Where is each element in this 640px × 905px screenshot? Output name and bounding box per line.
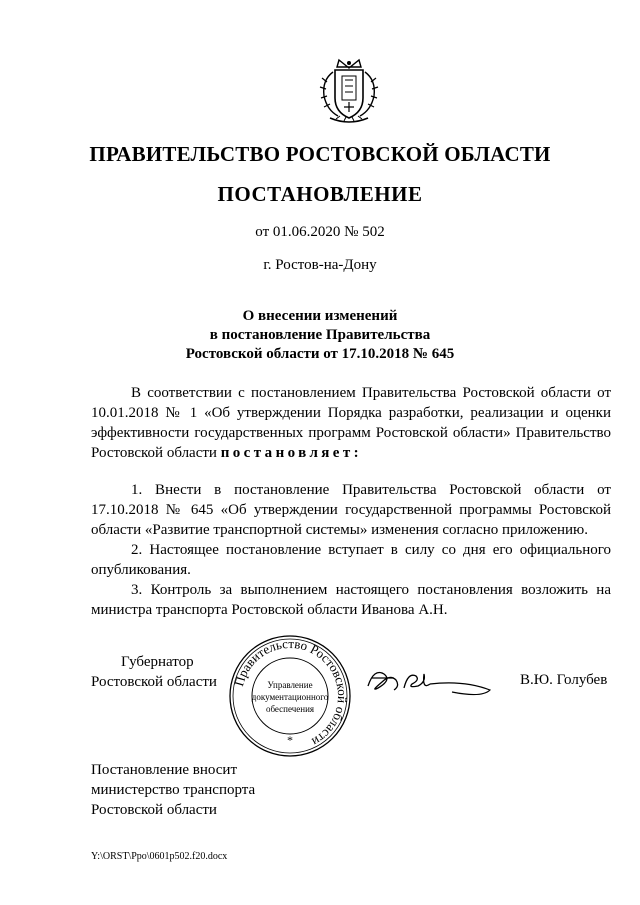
- seal-inner-line: обеспечения: [265, 704, 315, 714]
- submitted-line: Постановление вносит: [91, 762, 238, 778]
- document-city: г. Ростов-на-Дону: [263, 257, 377, 273]
- file-path: Y:\ORST\Ppo\0601p502.f20.docx: [91, 851, 228, 862]
- decree-item-1: 1. Внести в постановление Правительства Ростовской области от 17.10.2018 № 645 «Об утверждении государственной программы Ростовской области «Развитие транспортной системы» изменения согласно приложению.: [91, 482, 611, 538]
- preamble-paragraph: [91, 383, 611, 463]
- decree-items: [91, 480, 611, 620]
- decree-word: постановляет:: [220, 445, 362, 461]
- seal-outer-text: Правительство Ростовской области: [231, 635, 351, 750]
- signatory-name: В.Ю. Голубев: [520, 672, 608, 688]
- position-line: Ростовской области: [91, 674, 217, 690]
- decree-item-2: 2. Настоящее постановление вступает в силу со дня его официального опубликования.: [91, 542, 611, 578]
- title-line: О внесении изменений: [242, 308, 398, 324]
- seal-inner-line: Управление: [267, 680, 313, 690]
- decree-item-3: 3. Контроль за выполнением настоящего постановления возложить на министра транспорта Ростовской области Иванова А.Н.: [91, 582, 611, 618]
- document-type: ПОСТАНОВЛЕНИЕ: [217, 182, 423, 206]
- title-line: в постановление Правительства: [209, 327, 431, 343]
- signatory-position: [91, 652, 217, 692]
- government-name: ПРАВИТЕЛЬСТВО РОСТОВСКОЙ ОБЛАСТИ: [89, 142, 551, 166]
- coat-of-arms-icon: [318, 58, 380, 124]
- seal-inner-line: документационного: [251, 692, 329, 702]
- submitted-line: министерство транспорта: [91, 782, 256, 798]
- handwritten-signature: [364, 660, 494, 700]
- submitted-by-note: [91, 760, 255, 820]
- title-line: Ростовской области от 17.10.2018 № 645: [185, 346, 455, 362]
- submitted-line: Ростовской области: [91, 802, 217, 818]
- position-line: Губернатор: [121, 654, 194, 670]
- document-date-number: от 01.06.2020 № 502: [255, 224, 385, 240]
- document-title: [0, 307, 640, 364]
- preamble-text: В соответствии с постановлением Правительства Ростовской области от 10.01.2018 № 1 «Об утверждении Порядка разработки, реализации и оценки эффективности государственных программ Ростовской области» Правительство Ростовской области: [91, 385, 611, 461]
- seal-star: *: [287, 733, 293, 747]
- official-seal-stamp: [228, 634, 352, 758]
